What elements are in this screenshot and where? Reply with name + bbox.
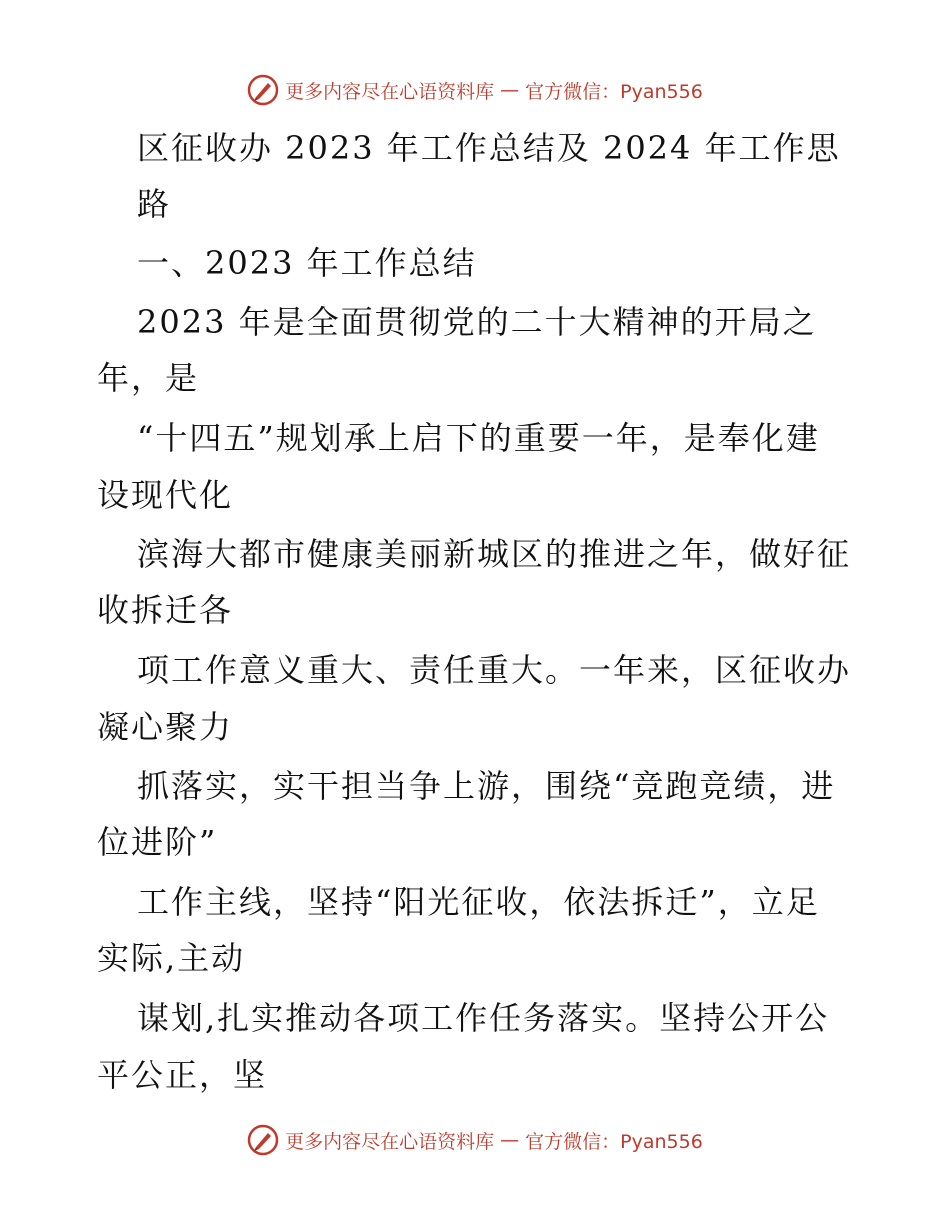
paragraph-line: “十四五”规划承上启下的重要一年，是奉化建	[137, 419, 820, 457]
watermark-brand-text: 更多内容尽在心语资料库	[285, 80, 495, 103]
pen-logo-icon	[247, 1124, 279, 1156]
watermark-separator: —	[500, 79, 520, 101]
section-heading: 一、2023 年工作总结	[137, 244, 477, 282]
paragraph-line: 收拆迁各	[97, 591, 234, 629]
paragraph-line: 实际,主动	[97, 939, 246, 977]
paragraph-line: 设现代化	[97, 476, 234, 514]
watermark-contact-text: 官方微信：Pyan556	[525, 1130, 703, 1153]
document-title-line-1: 区征收办 2023 年工作总结及 2024 年工作思	[137, 129, 841, 167]
paragraph-line: 位进阶”	[97, 823, 218, 861]
paragraph-line: 项工作意义重大、责任重大。一年来，区征收办	[137, 651, 852, 689]
document-title-line-2: 路	[137, 185, 172, 223]
paragraph-line: 2023 年是全面贯彻党的二十大精神的开局之	[137, 303, 817, 341]
watermark-contact-text: 官方微信：Pyan556	[525, 80, 703, 103]
paragraph-line: 年，是	[97, 359, 200, 397]
paragraph-line: 凝心聚力	[97, 708, 234, 746]
paragraph-line: 滨海大都市健康美丽新城区的推进之年，做好征	[137, 535, 852, 573]
paragraph-line: 谋划,扎实推动各项工作任务落实。坚持公开公	[137, 999, 830, 1037]
paragraph-line: 抓落实，实干担当争上游，围绕“竞跑竞绩，进	[137, 767, 836, 805]
watermark-brand-text: 更多内容尽在心语资料库	[285, 1130, 495, 1153]
watermark-separator: —	[500, 1129, 520, 1151]
bottom-watermark-banner	[0, 1124, 950, 1156]
paragraph-line: 工作主线，坚持“阳光征收，依法拆迁”，立足	[137, 883, 820, 921]
paragraph-line: 平公正，坚	[97, 1056, 268, 1094]
